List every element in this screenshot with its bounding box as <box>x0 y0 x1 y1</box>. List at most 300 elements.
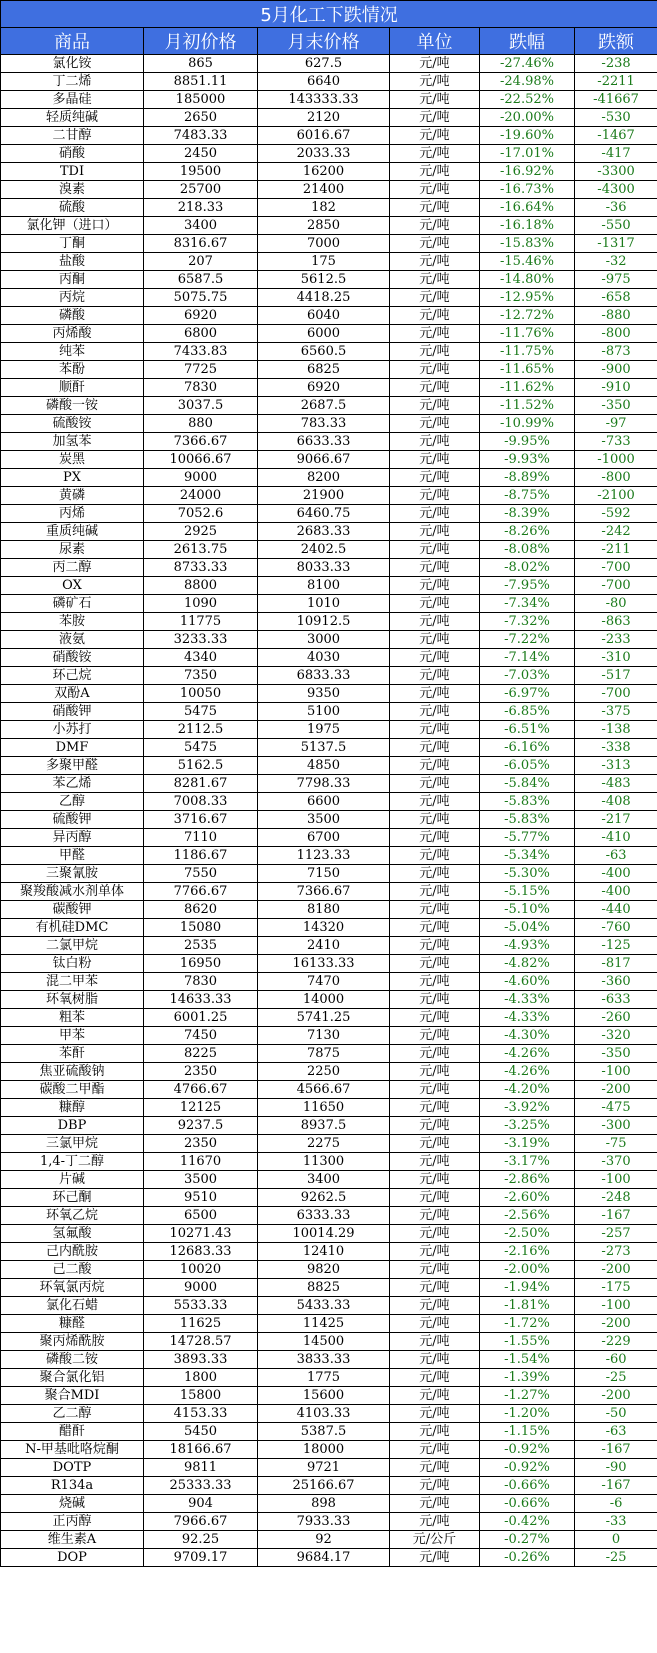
cell-product: 混二甲苯 <box>1 973 144 991</box>
cell-unit: 元/吨 <box>390 289 480 307</box>
cell-change-amount: -233 <box>575 631 657 649</box>
cell-product: 正丙醇 <box>1 1513 144 1531</box>
cell-product: 硫酸铵 <box>1 415 144 433</box>
cell-change-amount: -63 <box>575 1423 657 1441</box>
cell-end-price: 7000 <box>258 235 390 253</box>
cell-start-price: 904 <box>144 1495 258 1513</box>
table-row <box>1 1351 657 1369</box>
cell-change-pct: -5.83% <box>480 793 575 811</box>
cell-unit: 元/吨 <box>390 1477 480 1495</box>
cell-change-amount: -700 <box>575 577 657 595</box>
cell-change-pct: -4.93% <box>480 937 575 955</box>
cell-change-amount: -310 <box>575 649 657 667</box>
table-row <box>1 1495 657 1513</box>
cell-product: 钛白粉 <box>1 955 144 973</box>
cell-change-pct: -1.27% <box>480 1387 575 1405</box>
cell-start-price: 5075.75 <box>144 289 258 307</box>
cell-change-pct: -0.66% <box>480 1495 575 1513</box>
cell-change-amount: -800 <box>575 469 657 487</box>
cell-product: 乙醇 <box>1 793 144 811</box>
cell-product: 己二酸 <box>1 1261 144 1279</box>
cell-change-amount: -63 <box>575 847 657 865</box>
table-row <box>1 721 657 739</box>
cell-change-amount: -370 <box>575 1153 657 1171</box>
cell-product: DBP <box>1 1117 144 1135</box>
cell-start-price: 2350 <box>144 1063 258 1081</box>
cell-change-pct: -0.27% <box>480 1531 575 1549</box>
cell-end-price: 4850 <box>258 757 390 775</box>
cell-change-pct: -6.97% <box>480 685 575 703</box>
cell-change-amount: -592 <box>575 505 657 523</box>
cell-unit: 元/吨 <box>390 811 480 829</box>
cell-product: 磷矿石 <box>1 595 144 613</box>
cell-end-price: 1010 <box>258 595 390 613</box>
cell-end-price: 7150 <box>258 865 390 883</box>
cell-unit: 元/吨 <box>390 847 480 865</box>
cell-end-price: 8200 <box>258 469 390 487</box>
cell-start-price: 15800 <box>144 1387 258 1405</box>
cell-start-price: 7433.83 <box>144 343 258 361</box>
cell-change-amount: -138 <box>575 721 657 739</box>
table-row <box>1 1477 657 1495</box>
cell-change-pct: -22.52% <box>480 91 575 109</box>
table-row <box>1 1531 657 1549</box>
cell-end-price: 4103.33 <box>258 1405 390 1423</box>
cell-product: 苯酚 <box>1 361 144 379</box>
cell-end-price: 6633.33 <box>258 433 390 451</box>
cell-change-pct: -11.75% <box>480 343 575 361</box>
cell-unit: 元/吨 <box>390 1171 480 1189</box>
table-row <box>1 667 657 685</box>
cell-unit: 元/吨 <box>390 595 480 613</box>
cell-start-price: 7766.67 <box>144 883 258 901</box>
cell-unit: 元/吨 <box>390 739 480 757</box>
cell-end-price: 6920 <box>258 379 390 397</box>
cell-end-price: 25166.67 <box>258 1477 390 1495</box>
cell-change-pct: -5.84% <box>480 775 575 793</box>
cell-unit: 元/吨 <box>390 1387 480 1405</box>
cell-change-pct: -1.20% <box>480 1405 575 1423</box>
cell-start-price: 12683.33 <box>144 1243 258 1261</box>
cell-product: 甲苯 <box>1 1027 144 1045</box>
cell-change-pct: -0.26% <box>480 1549 575 1567</box>
cell-change-pct: -8.89% <box>480 469 575 487</box>
cell-start-price: 7550 <box>144 865 258 883</box>
cell-product: 1,4-丁二醇 <box>1 1153 144 1171</box>
cell-change-pct: -0.42% <box>480 1513 575 1531</box>
table-row <box>1 1045 657 1063</box>
cell-end-price: 11300 <box>258 1153 390 1171</box>
table-row <box>1 883 657 901</box>
cell-change-amount: -400 <box>575 883 657 901</box>
table-row <box>1 1549 657 1567</box>
table-row <box>1 1423 657 1441</box>
cell-start-price: 3716.67 <box>144 811 258 829</box>
cell-change-amount: -25 <box>575 1549 657 1567</box>
cell-product: 尿素 <box>1 541 144 559</box>
cell-end-price: 3000 <box>258 631 390 649</box>
cell-change-amount: -200 <box>575 1315 657 1333</box>
cell-start-price: 7366.67 <box>144 433 258 451</box>
table-row <box>1 343 657 361</box>
table-row <box>1 811 657 829</box>
cell-end-price: 2410 <box>258 937 390 955</box>
cell-change-pct: -1.54% <box>480 1351 575 1369</box>
cell-change-amount: -175 <box>575 1279 657 1297</box>
header-change-pct: 跌幅 <box>480 28 575 55</box>
cell-unit: 元/吨 <box>390 883 480 901</box>
cell-end-price: 2275 <box>258 1135 390 1153</box>
cell-unit: 元/吨 <box>390 325 480 343</box>
table-row <box>1 325 657 343</box>
cell-end-price: 7366.67 <box>258 883 390 901</box>
cell-change-amount: -211 <box>575 541 657 559</box>
cell-product: 硝酸钾 <box>1 703 144 721</box>
cell-end-price: 4418.25 <box>258 289 390 307</box>
cell-start-price: 207 <box>144 253 258 271</box>
cell-start-price: 185000 <box>144 91 258 109</box>
cell-unit: 元/吨 <box>390 667 480 685</box>
cell-product: 乙二醇 <box>1 1405 144 1423</box>
cell-end-price: 6016.67 <box>258 127 390 145</box>
cell-product: 环己酮 <box>1 1189 144 1207</box>
cell-unit: 元/吨 <box>390 1081 480 1099</box>
cell-change-pct: -19.60% <box>480 127 575 145</box>
cell-start-price: 8620 <box>144 901 258 919</box>
cell-end-price: 14320 <box>258 919 390 937</box>
cell-start-price: 4766.67 <box>144 1081 258 1099</box>
cell-start-price: 10066.67 <box>144 451 258 469</box>
cell-change-pct: -1.94% <box>480 1279 575 1297</box>
cell-change-amount: -910 <box>575 379 657 397</box>
cell-start-price: 8800 <box>144 577 258 595</box>
cell-start-price: 5533.33 <box>144 1297 258 1315</box>
cell-product: 醋酐 <box>1 1423 144 1441</box>
cell-end-price: 7130 <box>258 1027 390 1045</box>
cell-unit: 元/吨 <box>390 1099 480 1117</box>
cell-end-price: 9820 <box>258 1261 390 1279</box>
cell-product: 硝酸 <box>1 145 144 163</box>
cell-unit: 元/吨 <box>390 757 480 775</box>
cell-start-price: 7725 <box>144 361 258 379</box>
cell-start-price: 8225 <box>144 1045 258 1063</box>
cell-start-price: 7450 <box>144 1027 258 1045</box>
table-row <box>1 271 657 289</box>
cell-start-price: 10050 <box>144 685 258 703</box>
cell-start-price: 11775 <box>144 613 258 631</box>
cell-change-amount: -248 <box>575 1189 657 1207</box>
cell-change-amount: -550 <box>575 217 657 235</box>
cell-change-amount: -900 <box>575 361 657 379</box>
table-row <box>1 55 657 73</box>
cell-change-amount: -760 <box>575 919 657 937</box>
cell-start-price: 2613.75 <box>144 541 258 559</box>
cell-change-amount: -863 <box>575 613 657 631</box>
cell-end-price: 182 <box>258 199 390 217</box>
cell-unit: 元/吨 <box>390 127 480 145</box>
cell-unit: 元/吨 <box>390 1441 480 1459</box>
table-row <box>1 703 657 721</box>
cell-unit: 元/吨 <box>390 1243 480 1261</box>
cell-end-price: 9350 <box>258 685 390 703</box>
cell-product: 三氯甲烷 <box>1 1135 144 1153</box>
cell-end-price: 6833.33 <box>258 667 390 685</box>
cell-change-amount: -1467 <box>575 127 657 145</box>
cell-change-amount: -400 <box>575 865 657 883</box>
table-row <box>1 1063 657 1081</box>
cell-change-pct: -1.81% <box>480 1297 575 1315</box>
cell-unit: 元/吨 <box>390 1225 480 1243</box>
cell-change-pct: -7.22% <box>480 631 575 649</box>
cell-unit: 元/吨 <box>390 973 480 991</box>
cell-product: 丁酮 <box>1 235 144 253</box>
cell-start-price: 8851.11 <box>144 73 258 91</box>
cell-change-amount: -700 <box>575 685 657 703</box>
cell-unit: 元/吨 <box>390 937 480 955</box>
cell-end-price: 11650 <box>258 1099 390 1117</box>
cell-change-amount: -257 <box>575 1225 657 1243</box>
cell-product: 小苏打 <box>1 721 144 739</box>
cell-unit: 元/吨 <box>390 919 480 937</box>
cell-product: 糠醛 <box>1 1315 144 1333</box>
table-row <box>1 109 657 127</box>
cell-change-amount: -75 <box>575 1135 657 1153</box>
cell-unit: 元/吨 <box>390 1423 480 1441</box>
cell-change-pct: -2.56% <box>480 1207 575 1225</box>
table-row <box>1 1369 657 1387</box>
cell-product: 苯酐 <box>1 1045 144 1063</box>
cell-product: 甲醛 <box>1 847 144 865</box>
cell-start-price: 4340 <box>144 649 258 667</box>
cell-product: 聚羧酸减水剂单体 <box>1 883 144 901</box>
header-start-price: 月初价格 <box>144 28 258 55</box>
cell-change-pct: -16.92% <box>480 163 575 181</box>
cell-unit: 元/吨 <box>390 91 480 109</box>
cell-end-price: 92 <box>258 1531 390 1549</box>
cell-end-price: 16133.33 <box>258 955 390 973</box>
table-row <box>1 289 657 307</box>
cell-unit: 元/吨 <box>390 469 480 487</box>
cell-unit: 元/吨 <box>390 163 480 181</box>
cell-change-amount: -975 <box>575 271 657 289</box>
cell-start-price: 5162.5 <box>144 757 258 775</box>
cell-end-price: 1975 <box>258 721 390 739</box>
cell-end-price: 7875 <box>258 1045 390 1063</box>
cell-end-price: 9684.17 <box>258 1549 390 1567</box>
cell-product: 黄磷 <box>1 487 144 505</box>
cell-start-price: 7110 <box>144 829 258 847</box>
cell-product: 丙二醇 <box>1 559 144 577</box>
cell-change-amount: -260 <box>575 1009 657 1027</box>
table-title: 5月化工下跌情况 <box>1 1 657 28</box>
header-product: 商品 <box>1 28 144 55</box>
cell-change-amount: -300 <box>575 1117 657 1135</box>
cell-change-pct: -11.76% <box>480 325 575 343</box>
cell-unit: 元/吨 <box>390 703 480 721</box>
cell-product: 加氢苯 <box>1 433 144 451</box>
cell-change-pct: -4.26% <box>480 1045 575 1063</box>
table-row <box>1 451 657 469</box>
cell-change-pct: -10.99% <box>480 415 575 433</box>
cell-change-pct: -5.34% <box>480 847 575 865</box>
cell-unit: 元/吨 <box>390 775 480 793</box>
cell-end-price: 4030 <box>258 649 390 667</box>
cell-product: 二氯甲烷 <box>1 937 144 955</box>
cell-change-pct: -4.33% <box>480 991 575 1009</box>
cell-change-pct: -7.34% <box>480 595 575 613</box>
cell-product: 三聚氰胺 <box>1 865 144 883</box>
cell-change-pct: -2.86% <box>480 1171 575 1189</box>
cell-end-price: 4566.67 <box>258 1081 390 1099</box>
cell-end-price: 5433.33 <box>258 1297 390 1315</box>
cell-product: 烧碱 <box>1 1495 144 1513</box>
cell-unit: 元/吨 <box>390 649 480 667</box>
cell-product: OX <box>1 577 144 595</box>
cell-unit: 元/吨 <box>390 793 480 811</box>
cell-product: 硫酸钾 <box>1 811 144 829</box>
cell-product: 氯化钾（进口） <box>1 217 144 235</box>
cell-change-amount: -50 <box>575 1405 657 1423</box>
cell-change-pct: -6.51% <box>480 721 575 739</box>
cell-end-price: 5612.5 <box>258 271 390 289</box>
table-row <box>1 613 657 631</box>
cell-end-price: 1123.33 <box>258 847 390 865</box>
cell-unit: 元/吨 <box>390 1261 480 1279</box>
cell-change-pct: -2.00% <box>480 1261 575 1279</box>
cell-product: 维生素A <box>1 1531 144 1549</box>
cell-change-pct: -2.60% <box>480 1189 575 1207</box>
cell-unit: 元/吨 <box>390 829 480 847</box>
cell-unit: 元/吨 <box>390 217 480 235</box>
cell-change-pct: -24.98% <box>480 73 575 91</box>
cell-unit: 元/公斤 <box>390 1531 480 1549</box>
cell-change-pct: -17.01% <box>480 145 575 163</box>
cell-end-price: 2402.5 <box>258 541 390 559</box>
cell-end-price: 15600 <box>258 1387 390 1405</box>
cell-end-price: 6640 <box>258 73 390 91</box>
cell-start-price: 218.33 <box>144 199 258 217</box>
cell-change-pct: -9.93% <box>480 451 575 469</box>
cell-change-pct: -5.83% <box>480 811 575 829</box>
cell-change-pct: -2.16% <box>480 1243 575 1261</box>
cell-change-pct: -4.30% <box>480 1027 575 1045</box>
cell-product: 重质纯碱 <box>1 523 144 541</box>
cell-product: 轻质纯碱 <box>1 109 144 127</box>
cell-product: 环氧乙烷 <box>1 1207 144 1225</box>
cell-unit: 元/吨 <box>390 1549 480 1567</box>
cell-unit: 元/吨 <box>390 721 480 739</box>
cell-start-price: 5475 <box>144 703 258 721</box>
cell-change-pct: -12.95% <box>480 289 575 307</box>
cell-change-amount: -90 <box>575 1459 657 1477</box>
cell-product: 聚合氯化铝 <box>1 1369 144 1387</box>
cell-change-pct: -3.92% <box>480 1099 575 1117</box>
cell-end-price: 5387.5 <box>258 1423 390 1441</box>
cell-start-price: 25333.33 <box>144 1477 258 1495</box>
cell-unit: 元/吨 <box>390 685 480 703</box>
cell-change-amount: -320 <box>575 1027 657 1045</box>
cell-product: DMF <box>1 739 144 757</box>
cell-change-pct: -11.52% <box>480 397 575 415</box>
cell-change-pct: -0.92% <box>480 1459 575 1477</box>
cell-start-price: 1800 <box>144 1369 258 1387</box>
cell-unit: 元/吨 <box>390 559 480 577</box>
cell-product: 聚丙烯酰胺 <box>1 1333 144 1351</box>
cell-product: 环氧氯丙烷 <box>1 1279 144 1297</box>
table-row <box>1 379 657 397</box>
table-row <box>1 865 657 883</box>
cell-start-price: 865 <box>144 55 258 73</box>
table-row <box>1 1441 657 1459</box>
cell-change-amount: -100 <box>575 1171 657 1189</box>
table-row <box>1 847 657 865</box>
table-row <box>1 523 657 541</box>
cell-change-pct: -1.72% <box>480 1315 575 1333</box>
cell-change-amount: -375 <box>575 703 657 721</box>
cell-unit: 元/吨 <box>390 505 480 523</box>
cell-start-price: 9510 <box>144 1189 258 1207</box>
cell-product: 纯苯 <box>1 343 144 361</box>
cell-unit: 元/吨 <box>390 451 480 469</box>
cell-product: 双酚A <box>1 685 144 703</box>
cell-change-amount: -1000 <box>575 451 657 469</box>
cell-product: 磷酸一铵 <box>1 397 144 415</box>
table-row <box>1 163 657 181</box>
cell-product: 二甘醇 <box>1 127 144 145</box>
cell-change-amount: -60 <box>575 1351 657 1369</box>
cell-change-pct: -12.72% <box>480 307 575 325</box>
cell-product: 苯乙烯 <box>1 775 144 793</box>
table-row <box>1 901 657 919</box>
table-row <box>1 469 657 487</box>
table-row <box>1 1459 657 1477</box>
cell-start-price: 15080 <box>144 919 258 937</box>
cell-start-price: 2650 <box>144 109 258 127</box>
cell-start-price: 3893.33 <box>144 1351 258 1369</box>
table-header-row <box>1 28 657 55</box>
cell-unit: 元/吨 <box>390 1351 480 1369</box>
cell-start-price: 9000 <box>144 1279 258 1297</box>
cell-unit: 元/吨 <box>390 901 480 919</box>
cell-unit: 元/吨 <box>390 181 480 199</box>
cell-change-amount: -100 <box>575 1063 657 1081</box>
cell-unit: 元/吨 <box>390 109 480 127</box>
cell-end-price: 2850 <box>258 217 390 235</box>
table-row <box>1 1243 657 1261</box>
cell-unit: 元/吨 <box>390 631 480 649</box>
cell-change-amount: -97 <box>575 415 657 433</box>
cell-unit: 元/吨 <box>390 55 480 73</box>
cell-change-pct: -5.10% <box>480 901 575 919</box>
cell-end-price: 21400 <box>258 181 390 199</box>
cell-product: 溴素 <box>1 181 144 199</box>
table-row <box>1 397 657 415</box>
table-row <box>1 1135 657 1153</box>
cell-start-price: 3233.33 <box>144 631 258 649</box>
cell-product: 硝酸铵 <box>1 649 144 667</box>
cell-product: R134a <box>1 1477 144 1495</box>
table-row <box>1 937 657 955</box>
cell-unit: 元/吨 <box>390 1117 480 1135</box>
table-row <box>1 1189 657 1207</box>
cell-end-price: 2687.5 <box>258 397 390 415</box>
cell-change-pct: -11.62% <box>480 379 575 397</box>
cell-start-price: 5450 <box>144 1423 258 1441</box>
cell-change-pct: -14.80% <box>480 271 575 289</box>
cell-change-pct: -0.92% <box>480 1441 575 1459</box>
cell-start-price: 7966.67 <box>144 1513 258 1531</box>
table-row <box>1 757 657 775</box>
